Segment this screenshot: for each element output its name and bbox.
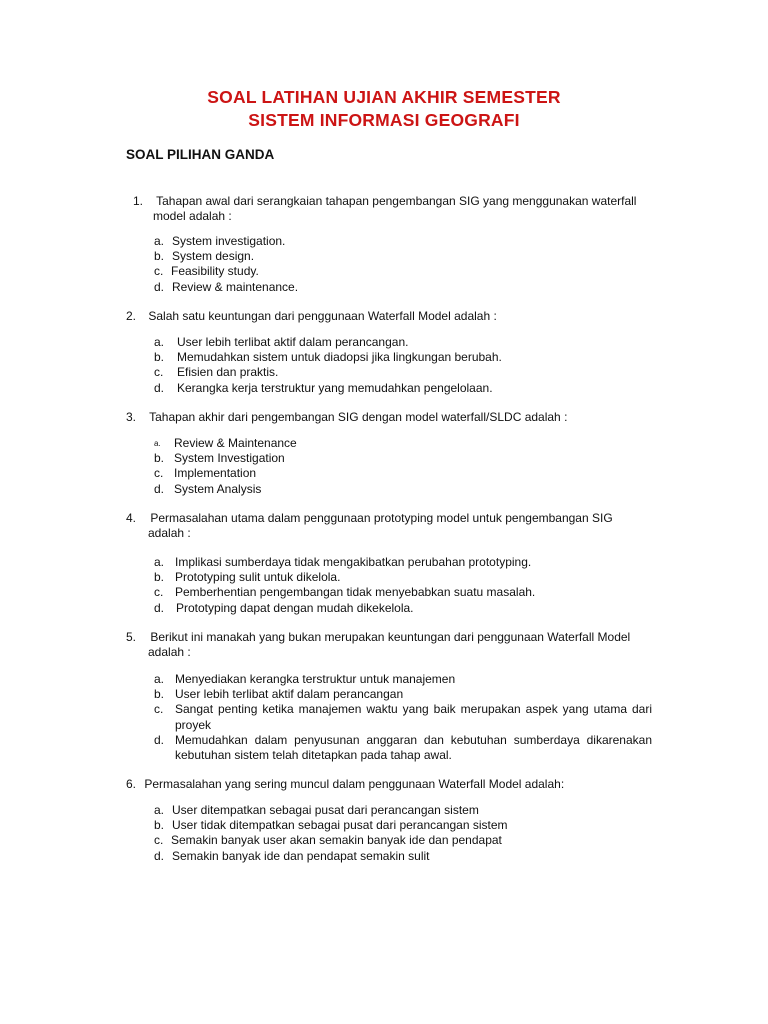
document-subtitle: SISTEM INFORMASI GEOGRAFI bbox=[248, 110, 520, 130]
question-number: 1. bbox=[133, 194, 144, 208]
option-item: c. Implementation bbox=[154, 466, 257, 481]
option-item: d. Memudahkan dalam penyusunan anggaran dan kebutuhan sumberdaya dikarenakan kebutuhan sistem telah ditetapkan pada tahap awal. bbox=[154, 732, 652, 763]
question-3 bbox=[126, 410, 656, 425]
option-item: a. Implikasi sumberdaya tidak mengakibatkan perubahan prototyping. bbox=[154, 555, 532, 569]
option-item: d. Review & maintenance. bbox=[154, 279, 299, 294]
question-number: 6. bbox=[126, 777, 137, 791]
question-text: Permasalahan yang sering muncul dalam penggunaan Waterfall Model adalah: bbox=[144, 777, 565, 791]
question-text: Salah satu keuntungan dari penggunaan Waterfall Model adalah : bbox=[148, 309, 497, 323]
option-item: d. System Analysis bbox=[154, 481, 262, 496]
option-item: b. User lebih terlibat aktif dalam perancangan bbox=[154, 687, 404, 702]
question-number: 4. bbox=[126, 511, 137, 525]
option-item: b. Memudahkan sistem untuk diadopsi jika lingkungan berubah. bbox=[154, 350, 502, 365]
option-item: d. Semakin banyak ide dan pendapat semakin sulit bbox=[154, 848, 430, 863]
options-list bbox=[154, 436, 654, 497]
option-item: d. Kerangka kerja terstruktur yang memudahkan pengelolaan. bbox=[154, 380, 493, 395]
document-title: SOAL LATIHAN UJIAN AKHIR SEMESTER bbox=[207, 87, 561, 107]
question-4 bbox=[126, 511, 656, 541]
options-list bbox=[154, 335, 654, 396]
options-list bbox=[154, 803, 654, 864]
section-heading: SOAL PILIHAN GANDA bbox=[126, 147, 275, 162]
option-item: a. User lebih terlibat aktif dalam perancangan. bbox=[154, 335, 409, 349]
option-item: a. System investigation. bbox=[154, 234, 286, 248]
question-5 bbox=[126, 630, 656, 660]
question-number: 5. bbox=[126, 630, 137, 644]
question-1 bbox=[133, 194, 653, 224]
option-item: b. User tidak ditempatkan sebagai pusat dari perancangan sistem bbox=[154, 818, 508, 833]
options-list bbox=[154, 234, 654, 295]
option-item: c. Pemberhentian pengembangan tidak menyebabkan suatu masalah. bbox=[154, 585, 536, 600]
option-item: c. Efisien dan praktis. bbox=[154, 365, 279, 380]
question-number: 2. bbox=[126, 309, 137, 323]
question-text: Tahapan awal dari serangkaian tahapan pengembangan SIG yang menggunakan waterfall bbox=[156, 194, 637, 208]
option-item: a. Review & Maintenance bbox=[154, 436, 297, 450]
option-item: c. Semakin banyak user akan semakin banyak ide dan pendapat bbox=[154, 833, 502, 848]
option-item: b. System design. bbox=[154, 249, 255, 264]
option-item: a. Menyediakan kerangka terstruktur untuk manajemen bbox=[154, 672, 456, 686]
option-item: b. System Investigation bbox=[154, 451, 285, 466]
option-item: d. Prototyping dapat dengan mudah dikekelola. bbox=[154, 600, 414, 615]
options-list bbox=[154, 555, 654, 616]
question-text: Permasalahan utama dalam penggunaan prototyping model untuk pengembangan SIG bbox=[150, 511, 613, 525]
question-text-cont: adalah : bbox=[148, 526, 191, 540]
question-2 bbox=[126, 309, 656, 324]
question-text: Berikut ini manakah yang bukan merupakan keuntungan dari penggunaan Waterfall Model bbox=[150, 630, 631, 644]
option-item: c. Sangat penting ketika manajemen waktu yang baik merupakan aspek yang utama dari proyek bbox=[154, 702, 652, 732]
option-item: a. User ditempatkan sebagai pusat dari perancangan sistem bbox=[154, 803, 479, 817]
option-item: b. Prototyping sulit untuk dikelola. bbox=[154, 570, 341, 585]
question-text-cont: model adalah : bbox=[153, 209, 232, 223]
option-item: c. Feasibility study. bbox=[154, 264, 259, 279]
question-text: Tahapan akhir dari pengembangan SIG dengan model waterfall/SLDC adalah : bbox=[149, 410, 568, 424]
question-text-cont: adalah : bbox=[148, 645, 191, 659]
options-list bbox=[154, 672, 652, 763]
question-number: 3. bbox=[126, 410, 137, 424]
question-6 bbox=[126, 777, 656, 792]
